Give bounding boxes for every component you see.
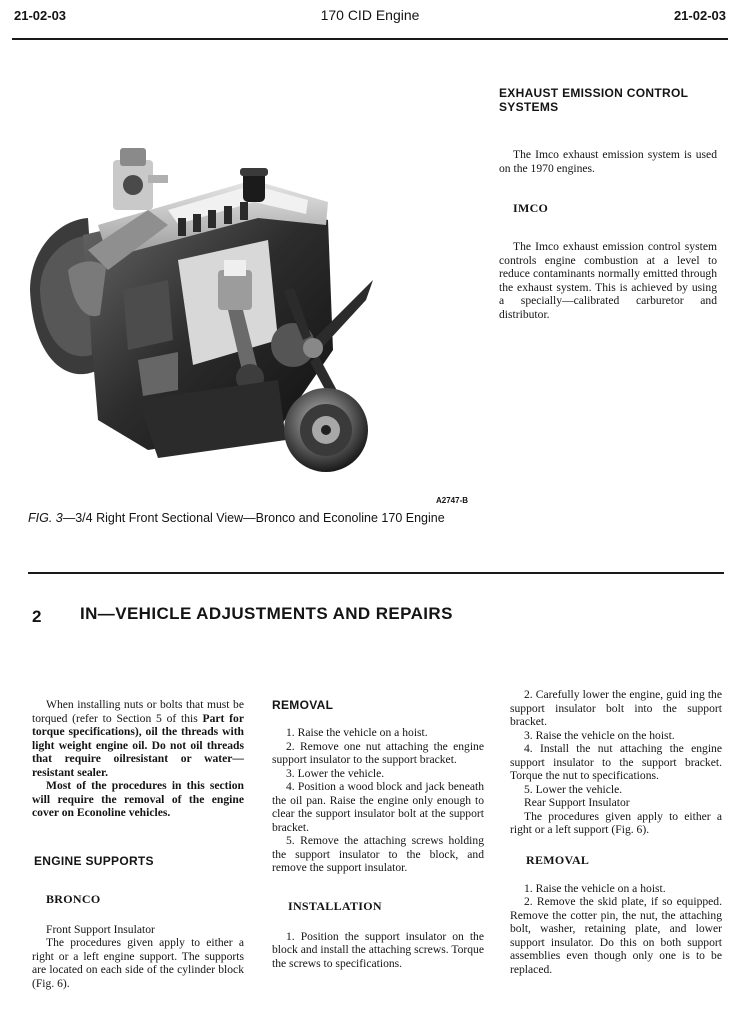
column-2 — [272, 698, 484, 970]
engine-supports-heading: ENGINE SUPPORTS — [34, 853, 154, 868]
bronco-heading: BRONCO — [46, 891, 101, 906]
engine-cover-paragraph: Most of the procedures in this section will require the removal of the engine cover on Econoline vehicles. — [32, 779, 244, 819]
removal-step: 1. Raise the vehicle on a hoist. — [524, 881, 666, 895]
photo-code: A2747-B — [436, 496, 469, 505]
section-title: IN—VEHICLE ADJUSTMENTS AND REPAIRS — [80, 604, 453, 623]
removal-heading-1: REMOVAL — [272, 698, 334, 712]
installation-steps — [272, 930, 484, 971]
install-step: 5. Lower the vehicle. — [524, 782, 623, 796]
removal-step: 1. Raise the vehicle on a hoist. — [286, 726, 428, 739]
figure-caption-label: FIG. 3 — [28, 511, 63, 525]
exhaust-emission-section — [499, 86, 717, 321]
removal-heading-2: REMOVAL — [526, 852, 590, 867]
installation-step: 1. Position the support insulator on the block and install the attaching screws. Torque the screws to specifications. — [272, 929, 484, 970]
removal-steps-2 — [510, 882, 722, 977]
imco-text: The Imco exhaust emission control system controls engine combustion at a level to reduce contaminants normally emitted through the exhaust system. This is achieved by using a specially—calibrated carburetor and distributor. — [499, 240, 717, 321]
running-title: 170 CID Engine — [320, 7, 420, 23]
figure-caption-text: —3/4 Right Front Sectional View—Bronco and Econoline 170 Engine — [62, 511, 445, 525]
exhaust-intro: The Imco exhaust emission system is used on the 1970 engines. — [499, 148, 717, 175]
column-1 — [32, 698, 244, 990]
engine-sectional-photo — [28, 140, 373, 480]
removal-step: 2. Remove one nut attaching the engine support insulator to the support bracket. — [272, 739, 484, 766]
install-step: 2. Carefully lower the engine, guid ing the support insulator bolt into the support bracket. — [510, 688, 722, 728]
removal-step: 3. Lower the vehicle. — [286, 766, 385, 780]
install-step: 3. Raise the vehicle on the hoist. — [524, 728, 675, 742]
removal-steps-1 — [272, 726, 484, 875]
section-number: 2 — [32, 607, 42, 626]
front-support-heading: Front Support Insulator — [46, 922, 155, 936]
section-rule — [28, 572, 724, 574]
exhaust-heading: EXHAUST EMISSION CONTROL SYSTEMS — [499, 86, 688, 114]
imco-heading: IMCO — [513, 201, 549, 215]
torque-paragraph — [32, 698, 244, 779]
removal-step: 5. Remove the attaching screws holding the support insulator to the block, and remove the support insulator. — [272, 834, 484, 874]
page-number-right: 21-02-03 — [673, 8, 726, 23]
rear-support-text: The procedures given apply to either a right or a left support (Fig. 6). — [510, 809, 722, 836]
figure-caption — [28, 510, 488, 526]
removal-step: 4. Position a wood block and jack beneath the oil pan. Raise the engine only enough to clear the support insulator bolt at the support bracket. — [272, 780, 484, 834]
install-step: 4. Install the nut attaching the engine support insulator to the support bracket. Torque the nut to specifications. — [510, 742, 722, 782]
column-3 — [510, 688, 722, 976]
torque-paragraph-bold: Part for torque specifications), oil the threads with light weight engine oil. Do not oil threads that require oilresistant or water—resistant sealer. — [32, 711, 244, 779]
page-number-left: 21-02-03 — [14, 8, 67, 23]
header-rule — [12, 38, 728, 40]
torque-paragraph-start: When installing nuts or bolts that must be torqued (refer to Section 5 of this — [32, 698, 244, 725]
installation-heading: INSTALLATION — [288, 898, 382, 913]
removal-step: 2. Remove the skid plate, if so equipped. Remove the cotter pin, the nut, the attaching bolt, washer, retaining plate, and lower support insulator. Do this on both support assemblies even though only one is to be replaced. — [510, 895, 722, 976]
front-support-text: The procedures given apply to either a right or a left engine support. The supports are located on each side of the cylinder block (Fig. 6). — [32, 936, 244, 990]
rear-support-heading: Rear Support Insulator — [524, 796, 630, 809]
